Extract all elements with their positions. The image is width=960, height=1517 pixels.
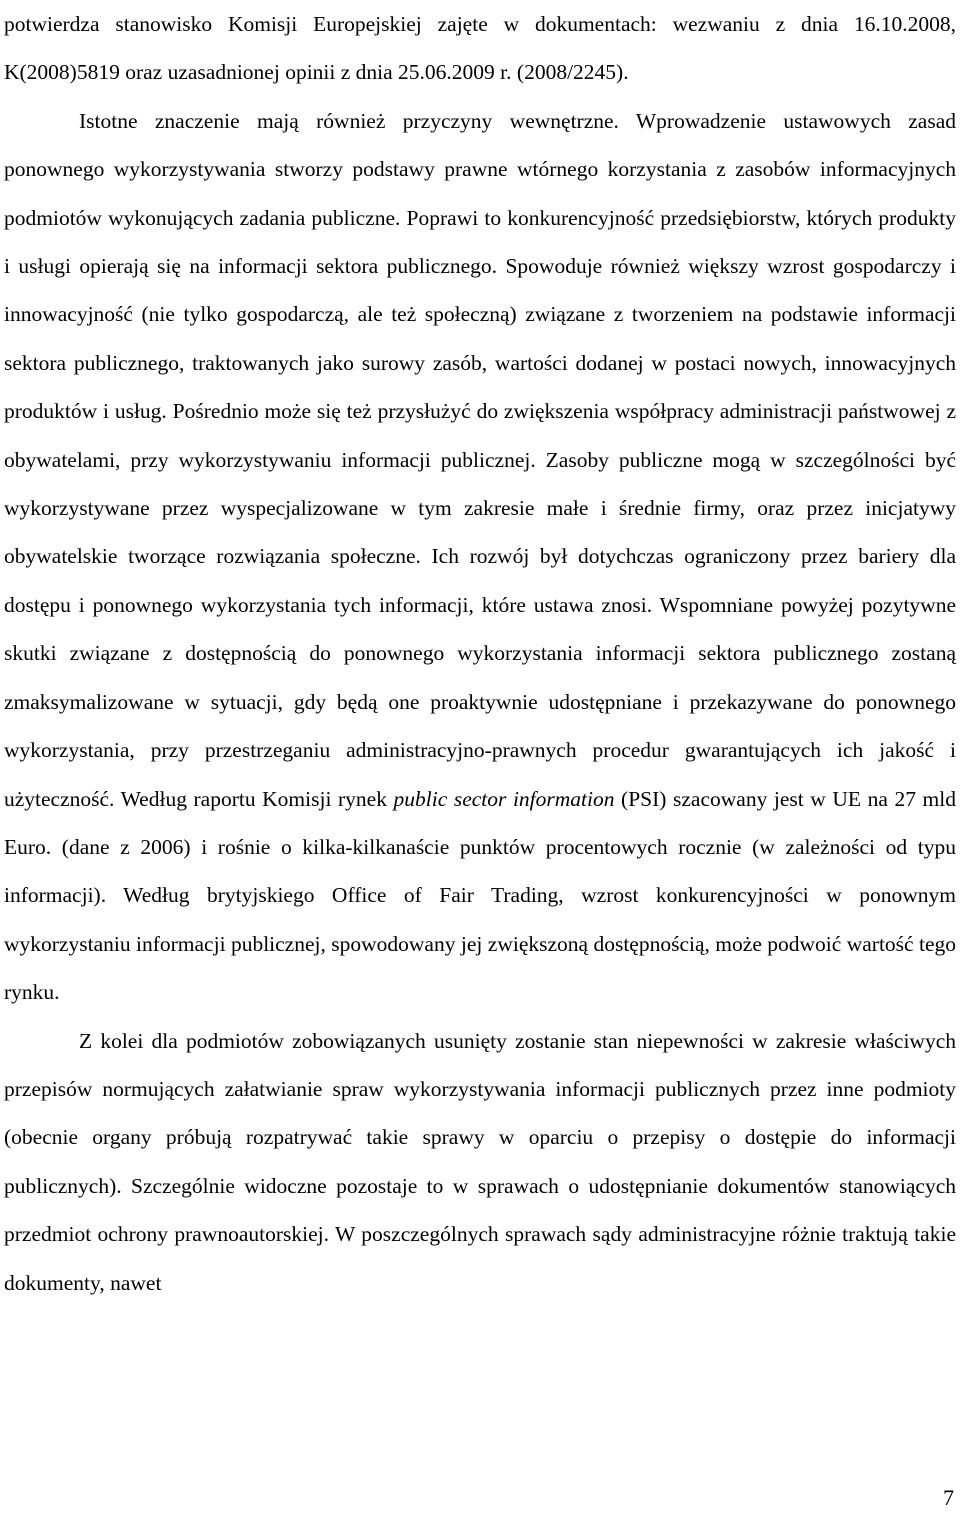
document-page xyxy=(4,0,956,1307)
paragraph-2 xyxy=(4,97,956,1017)
paragraph-2-text-part-2: (PSI) szacowany jest w UE na 27 mld Euro. (dane z 2006) i rośnie o kilka-kilkanaście punktów procentowych rocznie (w zależności od typu informacji). Według brytyjskiego Office of Fair Trading, wzrost konkurencyjności w ponownym wykorzystaniu informacji publicznej, spowodowany jej zwiększoną dostępnością, może podwoić wartość tego rynku. xyxy=(4,786,956,1005)
page-number: 7 xyxy=(943,1485,954,1510)
paragraph-1-text: potwierdza stanowisko Komisji Europejskiej zajęte w dokumentach: wezwaniu z dnia 16.10.2008, K(2008)5819 oraz uzasadnionej opinii z dnia 25.06.2009 r. (2008/2245). xyxy=(4,12,956,85)
paragraph-1 xyxy=(4,0,956,97)
paragraph-3 xyxy=(4,1017,956,1307)
paragraph-2-text-part-1: Istotne znaczenie mają również przyczyny wewnętrzne. Wprowadzenie ustawowych zasad ponownego wykorzystywania stworzy podstawy prawne wtórnego korzystania z zasobów informacyjnych podmiotów wykonujących zadania publiczne. Poprawi to konkurencyjność przedsiębiorstw, których produkty i usługi opierają się na informacji sektora publicznego. Spowoduje również większy wzrost gospodarczy i innowacyjność (nie tylko gospodarczą, ale też społeczną) związane z tworzeniem na podstawie informacji sektora publicznego, traktowanych jako surowy zasób, wartości dodanej w postaci nowych, innowacyjnych produktów i usług. Pośrednio może się też przysłużyć do zwiększenia współpracy administracji państwowej z obywatelami, przy wykorzystywaniu informacji publicznej. Zasoby publiczne mogą w szczególności być wykorzystywane przez wyspecjalizowane w tym zakresie małe i średnie firmy, oraz przez inicjatywy obywatelskie tworzące rozwiązania społeczne. Ich rozwój był dotychczas ograniczony przez bariery dla dostępu i ponownego wykorzystania tych informacji, które ustawa znosi. Wspomniane powyżej pozytywne skutki związane z dostępnością do ponownego wykorzystania informacji sektora publicznego zostaną zmaksymalizowane w sytuacji, gdy będą one proaktywnie udostępniane i przekazywane do ponownego wykorzystania, przy przestrzeganiu administracyjno-prawnych procedur gwarantujących ich jakość i użyteczność. Według raportu Komisji rynek xyxy=(4,108,956,811)
paragraph-2-italic-term: public sector information xyxy=(393,786,615,811)
paragraph-3-text: Z kolei dla podmiotów zobowiązanych usunięty zostanie stan niepewności w zakresie właściwych przepisów normujących załatwianie spraw wykorzystywania informacji publicznych przez inne podmioty (obecnie organy próbują rozpatrywać takie sprawy w oparciu o przepisy o dostępie do informacji publicznych). Szczególnie widoczne pozostaje to w sprawach o udostępnianie dokumentów stanowiących przedmiot ochrony prawnoautorskiej. W poszczególnych sprawach sądy administracyjne różnie traktują takie dokumenty, nawet xyxy=(4,1028,956,1295)
